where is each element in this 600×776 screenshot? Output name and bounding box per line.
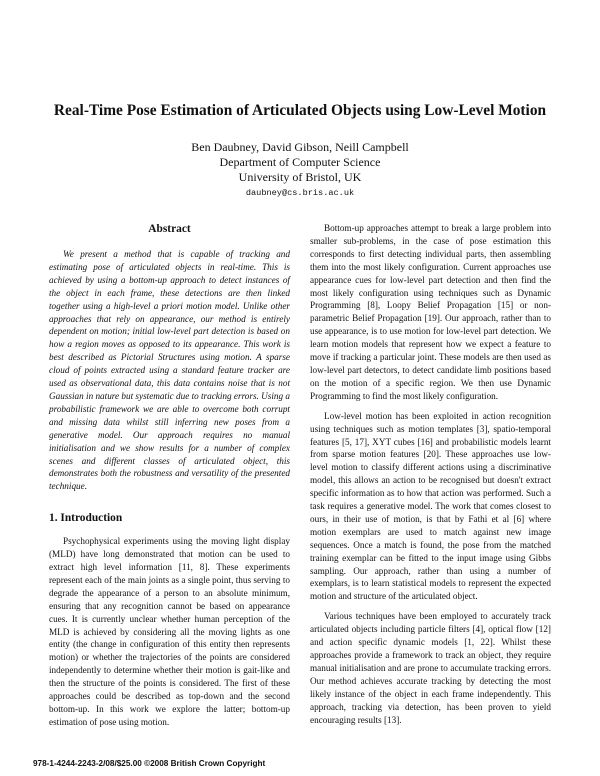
abstract-heading: Abstract	[148, 223, 191, 235]
copyright-footer: 978-1-4244-2243-2/08/$25.00 ©2008 British Crown Copyright	[33, 759, 266, 768]
body-paragraph: Low-level motion has been exploited in action recognition using techniques such as motion templates [3], spatio-temporal features [5, 17], XYT cubes [16] and probabilistic models learnt from sparse motion features [20]. These approaches use low-level motion to classify different actions using a discriminative model, this allows an action to be recognised but doesn't extract specific information as to how that action was performed. Such a task requires a generative model. The work that comes closest to ours, in their use of motion, is that by Fathi et al [6] where motion exemplars are used to match against new image sequences. Once a match is found, the pose from the matched training exemplar can be fitted to the input image using Gibbs sampling. Our approach, rather than using a number of exemplars, is to learn statistical models to represent the expected motion and structure of the articulated object.	[310, 410, 551, 602]
author-email[interactable]: daubney@cs.bris.ac.uk	[245, 188, 355, 198]
right-column	[310, 222, 551, 726]
body-paragraph: Bottom-up approaches attempt to break a large problem into smaller sub-problems, in the case of pose estimation this corresponds to first detecting individual parts, then assembling them into the most likely configuration. Current approaches use appearance cues for low-level part detection and then find the most likely configuration using techniques such as Dynamic Programming [8], Loopy Belief Propagation [15] or non-parametric Belief Propagation [19]. Our approach, rather than to use appearance, is to use motion for low-level part detection. We learn motion models that represent how we expect a feature to move if tracking a particular joint. These models are then used as low-level part detectors, to detect candidate limb positions based on the motion of a specific region. We then use Dynamic Programming to find the most likely configuration.	[310, 223, 551, 401]
left-column	[49, 222, 290, 729]
paper-title: Real-Time Pose Estimation of Articulated Objects using Low-Level Motion	[53, 102, 547, 119]
introduction-paragraph: Psychophysical experiments using the moving light display (MLD) have long demonstrated that motion can be used to extract high level information [11, 8]. These experiments represent each of the main joints as a single point, thus serving to degrade the appearance of a person to an absolute minimum, ensuring that any recognition cannot be based on appearance cues. It is currently unclear whether human perception of the MLD is achieved by considering all the moving lights as one entity (the change in configuration of this entity then represents motion) or whether the trajectories of the points are considered independently to determine whether their motion is gait-like and then the structure of the points is considered. The first of these approaches could be described as top-down and the second bottom-up. In this work we explore the latter; bottom-up estimation of pose using motion.	[49, 536, 290, 727]
body-paragraph: Various techniques have been employed to accurately track articulated objects including particle filters [4], optical flow [12] and action specific dynamic models [1, 22]. Whilst these approaches provide a framework to track an object, they require manual initialisation and are prone to accumulate tracking errors. Our method achieves accurate tracking by detecting the most likely instance of the object in each frame independently. This approach, tracking via detection, has been proven to yield encouraging results [13].	[310, 611, 551, 725]
author-block	[100, 140, 500, 201]
introduction-heading: 1. Introduction	[49, 512, 123, 525]
abstract-text: We present a method that is capable of tracking and estimating pose of articulated objects in real-time. This is achieved by using a bottom-up approach to detect instances of the object in each frame, these detections are then linked together using a high-level a priori motion model. Unlike other approaches that rely on appearance, our method is entirely dependent on motion; initial low-level part detection is based on how a region moves as opposed to its appearance. This work is best described as Pictorial Structures using motion. A sparse cloud of points extracted using a standard feature tracker are used as observational data, this data contains noise that is not Gaussian in nature but systematic due to tracking errors. Using a probabilistic framework we are able to overcome both corrupt and missing data whilst still inferring new poses from a generative model. Our approach requires no manual initialisation and we show results for a number of complex scenes and different classes of articulated object, this demonstrates both the robustness and versatility of the presented technique.	[49, 249, 290, 492]
author-names: Ben Daubney, David Gibson, Neill Campbell	[191, 140, 409, 154]
author-university: University of Bristol, UK	[238, 170, 362, 184]
author-department: Department of Computer Science	[219, 155, 381, 169]
